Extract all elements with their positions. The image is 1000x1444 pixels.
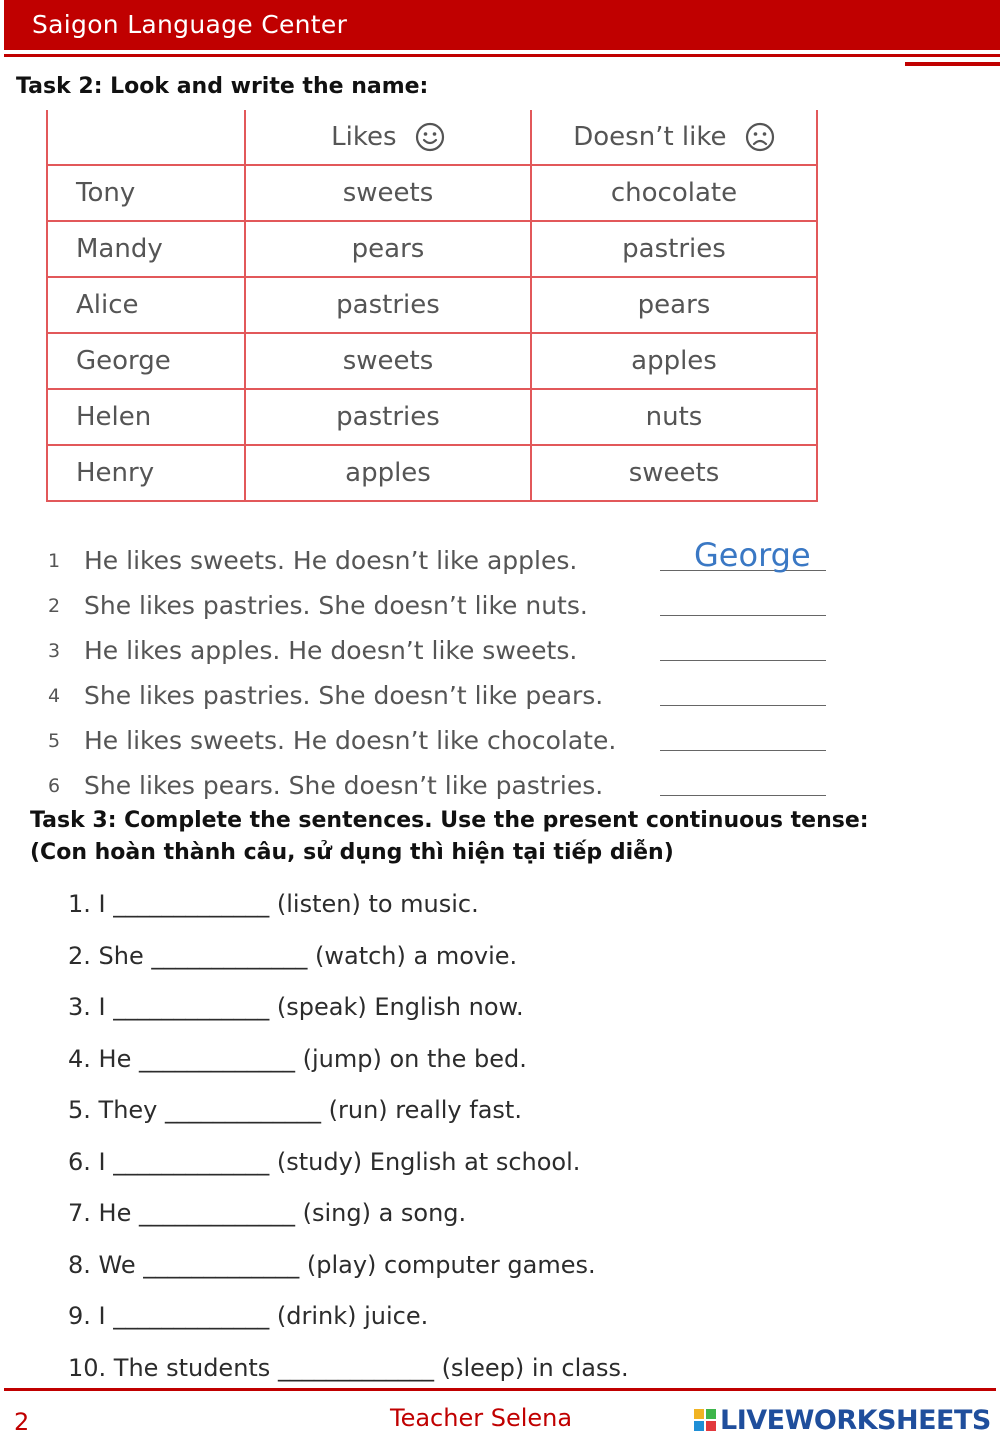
table-cell-name: George: [47, 333, 245, 389]
sentence-text: He likes sweets. He doesn’t like chocolate.: [84, 726, 617, 755]
answer-field[interactable]: [660, 615, 826, 616]
exercise-item[interactable]: 6. I _____________ (study) English at school.: [68, 1147, 581, 1176]
table-row: [47, 221, 817, 277]
answer-field[interactable]: [660, 750, 826, 751]
smiley-face-icon: [415, 122, 445, 152]
table-cell-name: Helen: [47, 389, 245, 445]
answer-field[interactable]: [660, 660, 826, 661]
exercise-item[interactable]: 5. They _____________ (run) really fast.: [68, 1096, 522, 1124]
sentence-number: 1: [48, 550, 61, 572]
sentence-text: She likes pastries. She doesn’t like pears.: [84, 681, 604, 710]
table-cell-name: Tony: [47, 165, 245, 221]
table-cell-likes: pastries: [245, 277, 531, 333]
header-divider: [4, 54, 1000, 57]
page-number: 2: [14, 1408, 30, 1436]
likes-header-label: Likes: [331, 121, 397, 152]
table-row: [47, 389, 817, 445]
liveworksheets-logo-icon: [694, 1409, 716, 1431]
sentence-text: She likes pastries. She doesn’t like nuts.: [84, 591, 588, 620]
header-accent: [905, 62, 1000, 66]
table-cell-likes: apples: [245, 445, 531, 501]
answer-field[interactable]: [660, 795, 826, 796]
sentence-text: He likes apples. He doesn’t like sweets.: [84, 636, 578, 665]
sentence-number: 3: [48, 640, 61, 662]
table-row: [47, 277, 817, 333]
table-cell-likes: sweets: [245, 333, 531, 389]
logo-text: LIVEWORKSHEETS: [720, 1404, 991, 1436]
table-row: [47, 445, 817, 501]
task3-title: Task 3: Complete the sentences. Use the present continuous tense:: [30, 808, 869, 833]
sentence-number: 6: [48, 775, 61, 797]
answer-field[interactable]: [660, 705, 826, 706]
table-cell-likes: pears: [245, 221, 531, 277]
exercise-item[interactable]: 9. I _____________ (drink) juice.: [68, 1302, 429, 1330]
sentence-text: He likes sweets. He doesn’t like apples.: [84, 546, 578, 575]
table-cell-name: Mandy: [47, 221, 245, 277]
table-row: [47, 333, 817, 389]
table-cell-dislikes: apples: [531, 333, 817, 389]
header-bar: [4, 0, 1000, 50]
sentence-number: 4: [48, 685, 61, 707]
exercise-item[interactable]: 10. The students _____________ (sleep) in class.: [68, 1353, 629, 1382]
list-item: [46, 675, 846, 720]
footer-divider: [4, 1388, 996, 1391]
table-row: [47, 165, 817, 221]
dislikes-header-label: Doesn’t like: [573, 121, 727, 152]
sentence-number: 2: [48, 595, 61, 617]
liveworksheets-logo[interactable]: [694, 1403, 991, 1437]
task3-subtitle: (Con hoàn thành câu, sử dụng thì hiện tại tiếp diễn): [30, 840, 674, 865]
table-cell-dislikes: sweets: [531, 445, 817, 501]
list-item: [46, 630, 846, 675]
header-title: Saigon Language Center: [32, 10, 348, 39]
exercise-item[interactable]: 1. I _____________ (listen) to music.: [68, 890, 479, 918]
table-header-row: [47, 110, 817, 165]
table-cell-dislikes: chocolate: [531, 165, 817, 221]
table-header-empty: [47, 110, 245, 165]
table-cell-dislikes: nuts: [531, 389, 817, 445]
list-item: [46, 765, 846, 810]
exercise-list: [68, 880, 828, 1395]
likes-table: [46, 110, 818, 502]
sentence-list: [46, 536, 846, 810]
list-item: [46, 536, 846, 585]
sad-face-icon: [745, 122, 775, 152]
sentence-number: 5: [48, 730, 61, 752]
exercise-item[interactable]: 4. He _____________ (jump) on the bed.: [68, 1044, 527, 1073]
answer-field[interactable]: George: [694, 536, 811, 574]
table-cell-name: Henry: [47, 445, 245, 501]
exercise-item[interactable]: 7. He _____________ (sing) a song.: [68, 1199, 467, 1227]
table-header-likes: [245, 110, 531, 165]
exercise-item[interactable]: 3. I _____________ (speak) English now.: [68, 993, 524, 1021]
exercise-item[interactable]: 2. She _____________ (watch) a movie.: [68, 941, 518, 970]
teacher-name: Teacher Selena: [390, 1404, 573, 1432]
table-cell-dislikes: pears: [531, 277, 817, 333]
table-header-dislikes: [531, 110, 817, 165]
list-item: [46, 585, 846, 630]
table-cell-likes: sweets: [245, 165, 531, 221]
exercise-item[interactable]: 8. We _____________ (play) computer games.: [68, 1250, 596, 1279]
list-item: [46, 720, 846, 765]
task2-title: Task 2: Look and write the name:: [16, 74, 429, 99]
table-cell-likes: pastries: [245, 389, 531, 445]
sentence-text: She likes pears. She doesn’t like pastries.: [84, 771, 604, 800]
table-cell-name: Alice: [47, 277, 245, 333]
table-cell-dislikes: pastries: [531, 221, 817, 277]
